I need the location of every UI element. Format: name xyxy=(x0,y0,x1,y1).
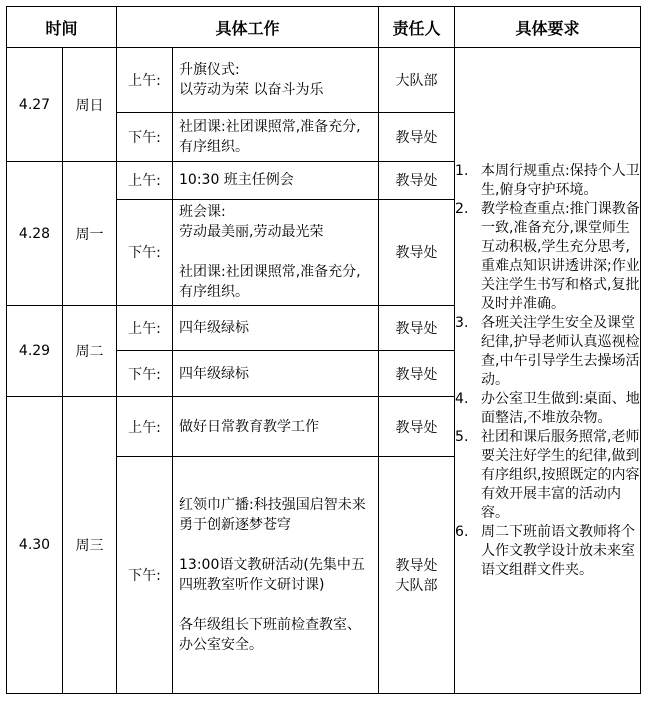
item-number: 5. xyxy=(455,428,469,445)
period-label: 下午: xyxy=(117,457,173,694)
item-text: 社团和课后服务照常,老师要关注好学生的纪律,做到有序组织,按照既定的内容有效开展丰富的活动内容。 xyxy=(481,428,640,521)
header-person: 责任人 xyxy=(379,7,455,48)
task-line: 10:30 班主任例会 xyxy=(179,172,294,189)
task-cell xyxy=(173,199,379,305)
list-item xyxy=(455,523,640,580)
requirements-list xyxy=(455,162,640,580)
task-line: 做好日常教育教学工作 xyxy=(179,418,320,435)
task-line: 四年级绿标 xyxy=(179,319,250,336)
task-cell xyxy=(173,350,379,396)
period-label: 下午: xyxy=(117,199,173,305)
task-cell xyxy=(173,457,379,694)
task-line: 13:00语文教研活动(先集中五四班教室听作文研讨课) xyxy=(179,557,365,594)
task-cell xyxy=(173,48,379,113)
header-work: 具体工作 xyxy=(117,7,379,48)
header-row xyxy=(7,7,641,48)
item-number: 2. xyxy=(455,200,469,217)
period-label: 下午: xyxy=(117,113,173,162)
task-line: 社团课:社团课照常,准备充分,有序组织。 xyxy=(179,264,361,301)
date-cell: 4.28 xyxy=(7,162,63,305)
period-label: 下午: xyxy=(117,350,173,396)
task-line: 以劳动为荣 以奋斗为乐 xyxy=(179,82,324,99)
person-line: 大队部 xyxy=(395,578,438,595)
item-text: 办公室卫生做到:桌面、地面整洁,不堆放杂物。 xyxy=(481,390,640,426)
task-line: 红领巾广播:科技强国启智未来 勇于创新逐梦苍穹 xyxy=(179,497,366,534)
task-cell xyxy=(173,305,379,350)
person-cell: 教导处 xyxy=(379,350,455,396)
task-line: 社团课:社团课照常,准备充分,有序组织。 xyxy=(179,119,361,156)
person-cell xyxy=(379,457,455,694)
item-number: 1. xyxy=(455,162,469,179)
task-line: 四年级绿标 xyxy=(179,365,250,382)
list-item xyxy=(455,428,640,523)
task-line: 升旗仪式: xyxy=(179,62,240,79)
person-cell: 教导处 xyxy=(379,305,455,350)
person-cell: 教导处 xyxy=(379,199,455,305)
item-text: 周二下班前语文教师将个人作文教学设计放未来室语文组群文件夹。 xyxy=(481,523,636,578)
weekday-cell: 周三 xyxy=(63,397,117,694)
date-cell: 4.27 xyxy=(7,48,63,162)
task-cell xyxy=(173,397,379,457)
person-cell: 大队部 xyxy=(379,48,455,113)
header-requirements: 具体要求 xyxy=(455,7,641,48)
date-cell: 4.30 xyxy=(7,397,63,694)
period-label: 上午: xyxy=(117,162,173,199)
item-text: 本周行规重点:保持个人卫生,俯身守护环境。 xyxy=(481,162,640,198)
period-label: 上午: xyxy=(117,305,173,350)
person-cell: 教导处 xyxy=(379,113,455,162)
person-line: 教导处 xyxy=(395,558,438,575)
task-line: 各年级组长下班前检查教室、办公室安全。 xyxy=(179,617,362,654)
list-item xyxy=(455,314,640,390)
period-label: 上午: xyxy=(117,397,173,457)
list-item xyxy=(455,200,640,314)
person-cell: 教导处 xyxy=(379,397,455,457)
list-item xyxy=(455,162,640,200)
header-time: 时间 xyxy=(7,7,117,48)
weekly-schedule-table xyxy=(6,6,641,694)
table-row xyxy=(7,48,641,113)
task-cell xyxy=(173,113,379,162)
task-cell xyxy=(173,162,379,199)
person-cell: 教导处 xyxy=(379,162,455,199)
date-cell: 4.29 xyxy=(7,305,63,396)
weekday-cell: 周一 xyxy=(63,162,117,305)
weekday-cell: 周二 xyxy=(63,305,117,396)
weekday-cell: 周日 xyxy=(63,48,117,162)
item-number: 6. xyxy=(455,523,469,540)
task-line: 班会课: xyxy=(179,204,226,221)
requirements-cell xyxy=(455,48,641,694)
task-line: 劳动最美丽,劳动最光荣 xyxy=(179,224,324,241)
item-text: 教学检查重点:推门课教备一致,准备充分,课堂师生互动积极,学生充分思考,重难点知识讲透讲深;作业关注学生书写和格式,复批及时并准确。 xyxy=(481,200,640,312)
list-item xyxy=(455,390,640,428)
item-text: 各班关注学生安全及课堂纪律,护导老师认真巡视检查,中午引导学生去操场活动。 xyxy=(481,314,640,388)
item-number: 3. xyxy=(455,314,469,331)
item-number: 4. xyxy=(455,390,469,407)
period-label: 上午: xyxy=(117,48,173,113)
